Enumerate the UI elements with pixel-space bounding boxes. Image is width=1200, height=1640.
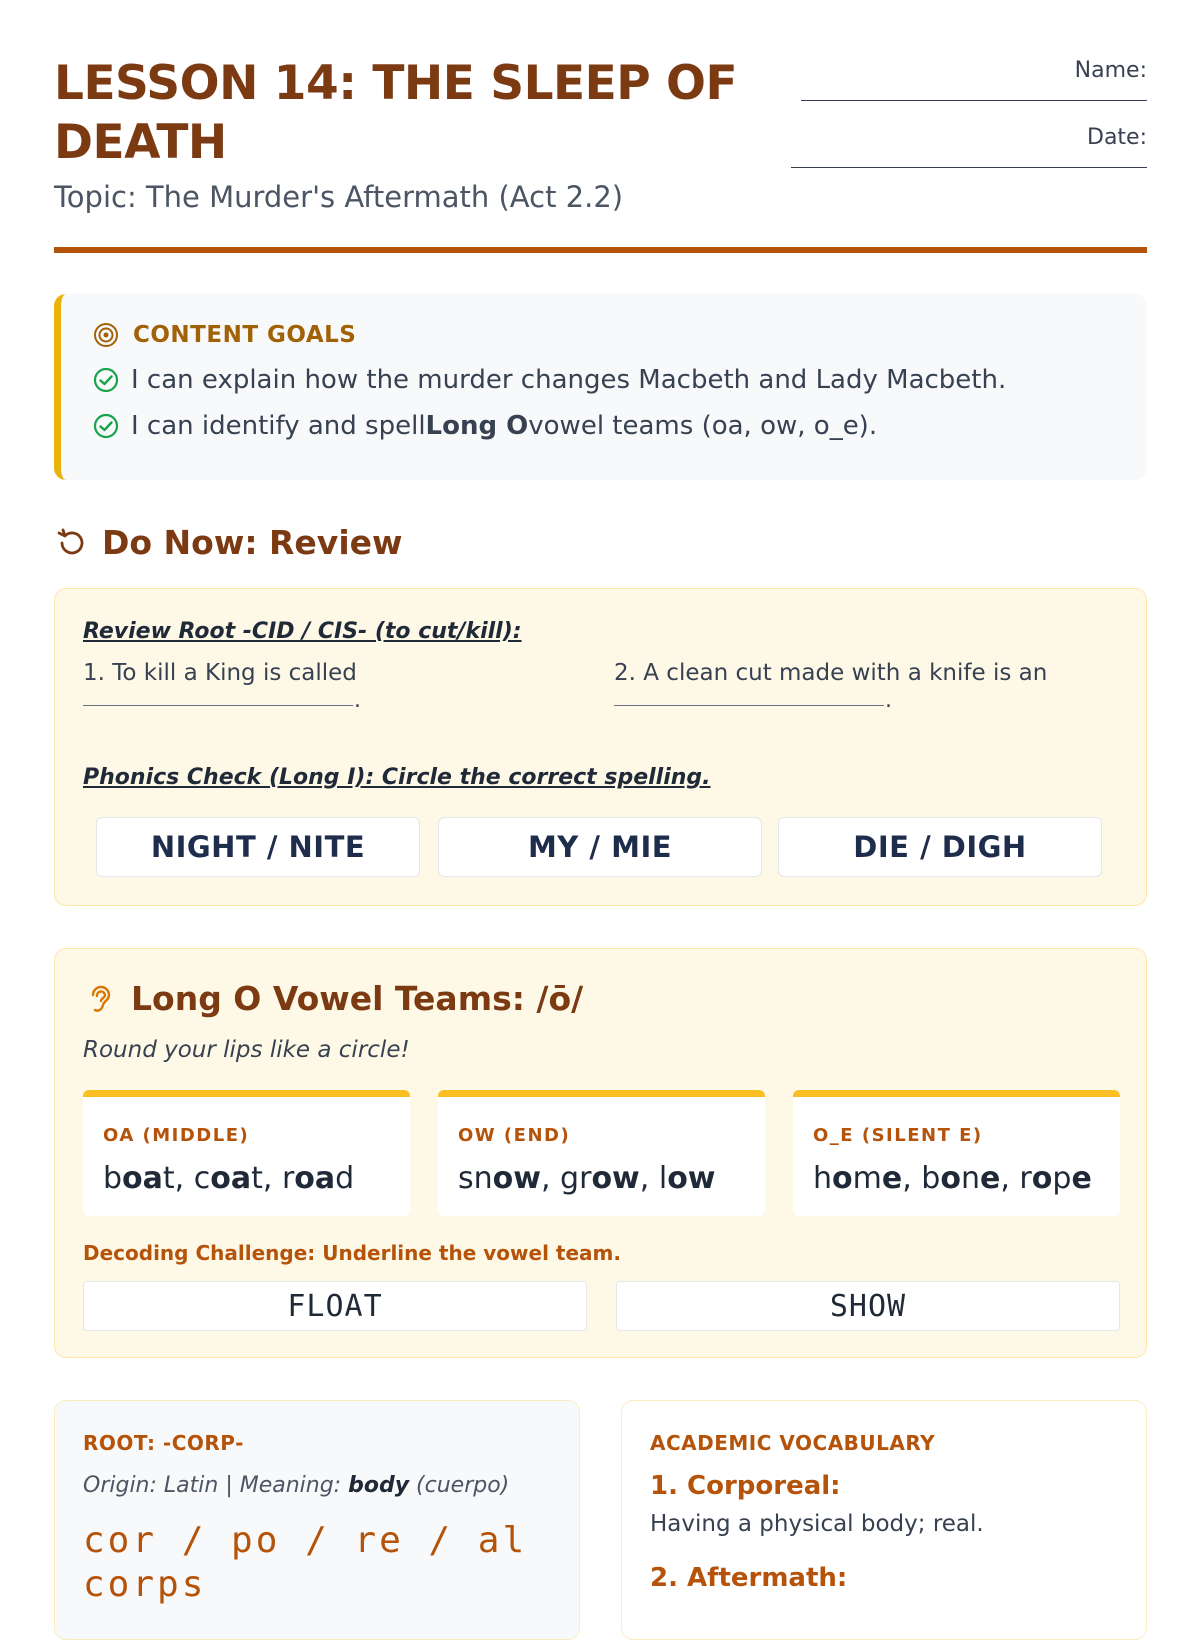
vocab-term: 1. Corporeal:: [650, 1471, 841, 1501]
vowel-team-label: O_E (SILENT E): [813, 1125, 983, 1146]
vocabulary-label: ACADEMIC VOCABULARY: [650, 1431, 936, 1455]
goals-header: [93, 322, 356, 348]
long-o-panel: [54, 948, 1147, 1358]
do-now-header: [54, 523, 403, 562]
check-circle-icon: [93, 367, 119, 393]
header-divider: [54, 247, 1147, 253]
goal-text-start: I can identify and spell: [131, 411, 426, 441]
question-1: [83, 655, 483, 706]
check-circle-icon: [93, 413, 119, 439]
root-panel: [54, 1400, 580, 1640]
spelling-choice[interactable]: NIGHT / NITE: [96, 817, 420, 877]
goal-item: [93, 365, 1006, 395]
meaning-word: body: [348, 1473, 410, 1498]
decoding-word[interactable]: FLOAT: [83, 1281, 587, 1331]
goal-text: I can explain how the murder changes Macbeth and Lady Macbeth.: [131, 365, 1007, 395]
question-2-text: 2. A clean cut made with a knife is an: [614, 660, 1048, 686]
date-field[interactable]: [791, 153, 1147, 168]
goal-text-bold: Long O: [425, 411, 529, 441]
goal-text-end: vowel teams (oa, ow, o_e).: [528, 411, 878, 441]
decoding-challenge: Decoding Challenge: Underline the vowel team.: [83, 1241, 621, 1265]
spelling-choice[interactable]: MY / MIE: [438, 817, 762, 877]
answer-blank[interactable]: [614, 691, 884, 706]
goals-title: CONTENT GOALS: [133, 322, 357, 348]
lesson-title: LESSON 14: THE SLEEP OF DEATH: [54, 56, 738, 170]
refresh-icon: [54, 526, 88, 560]
do-now-panel: [54, 588, 1147, 906]
long-o-tip: Round your lips like a circle!: [83, 1037, 410, 1063]
do-now-title: Do Now: Review: [102, 523, 403, 562]
meaning-translation: (cuerpo): [409, 1473, 510, 1498]
student-info: [767, 56, 1147, 190]
target-icon: [93, 322, 119, 348]
vowel-team-label: OA (MIDDLE): [103, 1125, 250, 1146]
vowel-team-card: [83, 1090, 410, 1216]
question-1-text: 1. To kill a King is called: [83, 660, 357, 686]
vowel-team-examples: snow, grow, low: [458, 1161, 716, 1196]
content-goals-panel: [54, 294, 1147, 480]
vocab-term: 2. Aftermath:: [650, 1563, 848, 1593]
question-2: [614, 655, 1094, 706]
root-review-heading: Review Root -CID / CIS- (to cut/kill):: [83, 619, 522, 644]
syllables: cor / po / re / al: [83, 1520, 528, 1561]
name-label: Name:: [1074, 58, 1147, 83]
root-origin: [83, 1473, 509, 1498]
spelling-choice[interactable]: DIE / DIGH: [778, 817, 1102, 877]
long-o-title: Long O Vowel Teams: /ō/: [131, 979, 584, 1018]
decoding-word[interactable]: SHOW: [616, 1281, 1120, 1331]
vowel-team-card: [793, 1090, 1120, 1216]
answer-blank[interactable]: [83, 691, 353, 706]
vocabulary-panel: [621, 1400, 1147, 1640]
origin-text: Origin: Latin | Meaning:: [83, 1473, 349, 1498]
vowel-team-examples: home, bone, rope: [813, 1161, 1092, 1196]
lesson-topic: Topic: The Murder's Aftermath (Act 2.2): [54, 180, 624, 214]
phonics-check-heading: Phonics Check (Long I): Circle the correct spelling.: [83, 765, 711, 790]
name-field[interactable]: [801, 86, 1147, 101]
long-o-header: [85, 979, 583, 1018]
vowel-team-card: [438, 1090, 765, 1216]
vowel-team-label: OW (END): [458, 1125, 571, 1146]
goal-item: [93, 411, 877, 441]
ear-icon: [85, 982, 115, 1016]
root-label: ROOT: -CORP-: [83, 1431, 244, 1455]
vocab-definition: Having a physical body; real.: [650, 1511, 984, 1537]
related-word: corps: [83, 1564, 207, 1605]
date-label: Date:: [1087, 125, 1147, 150]
syllable-breakdown: [83, 1519, 563, 1607]
vowel-team-examples: boat, coat, road: [103, 1161, 355, 1196]
